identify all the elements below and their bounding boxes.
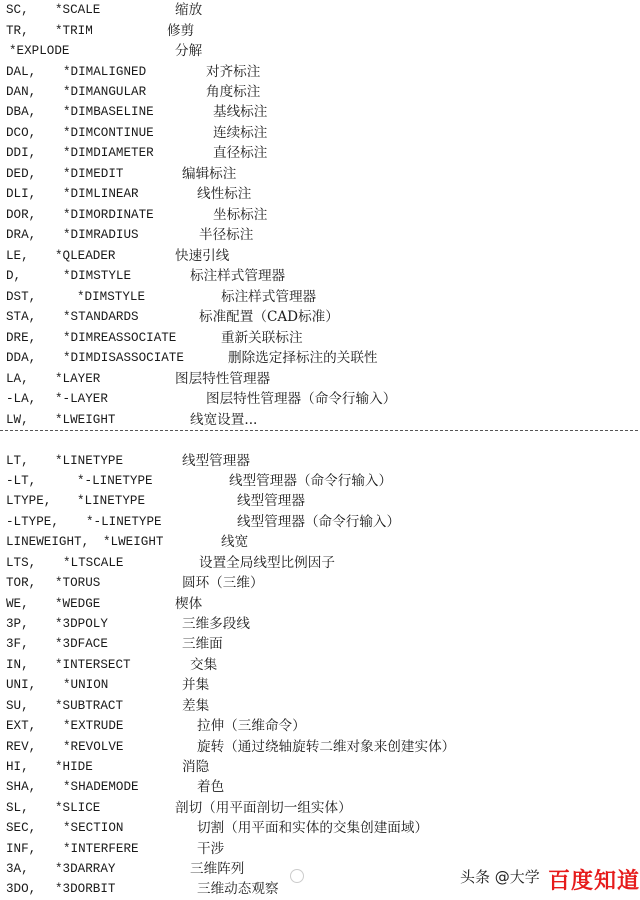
command-name: *TORUS xyxy=(55,576,101,590)
command-row xyxy=(0,225,640,245)
command-alias: DDA, xyxy=(6,351,37,365)
command-alias: TOR, xyxy=(6,576,37,590)
command-name: *-LAYER xyxy=(55,392,108,406)
command-description: 标注样式管理器 xyxy=(221,289,317,305)
command-alias: DED, xyxy=(6,167,37,181)
command-description: 缩放 xyxy=(175,2,203,18)
command-description: 线型管理器 xyxy=(182,453,250,469)
command-name: *REVOLVE xyxy=(63,740,124,754)
command-description: 线宽设置... xyxy=(190,412,258,428)
command-description: 标准配置（CAD标准） xyxy=(199,309,339,325)
command-alias: DBA, xyxy=(6,105,37,119)
command-name: *DIMRADIUS xyxy=(63,228,139,242)
command-row xyxy=(0,389,640,409)
command-row xyxy=(0,573,640,593)
command-alias: -LTYPE, xyxy=(6,515,59,529)
command-row xyxy=(0,21,640,41)
command-name: *SECTION xyxy=(63,821,124,835)
command-name: *DIMLINEAR xyxy=(63,187,139,201)
source-brand: 头条 @大学 xyxy=(460,868,540,886)
command-alias: DRE, xyxy=(6,331,37,345)
command-name: *DIMREASSOCIATE xyxy=(63,331,177,345)
command-row xyxy=(0,818,640,838)
command-row xyxy=(0,614,640,634)
command-alias: DAN, xyxy=(6,85,37,99)
command-name: *SCALE xyxy=(55,3,101,17)
command-name: *SHADEMODE xyxy=(63,780,139,794)
command-name: *UNION xyxy=(63,678,109,692)
command-row xyxy=(0,328,640,348)
command-alias: 3A, xyxy=(6,862,29,876)
command-alias: LT, xyxy=(6,454,29,468)
command-row xyxy=(0,143,640,163)
command-name: *EXPLODE xyxy=(9,44,70,58)
command-row xyxy=(0,123,640,143)
command-row xyxy=(0,410,640,430)
command-row xyxy=(0,62,640,82)
command-name: *3DORBIT xyxy=(55,882,116,896)
command-alias: -LA, xyxy=(6,392,37,406)
command-name: *3DFACE xyxy=(55,637,108,651)
command-description: 线性标注 xyxy=(197,186,252,202)
command-alias: DCO, xyxy=(6,126,37,140)
command-row xyxy=(0,675,640,695)
command-description: 拉伸（三维命令） xyxy=(197,718,306,734)
command-description: 线型管理器（命令行输入） xyxy=(229,473,393,489)
command-name: *DIMDIAMETER xyxy=(63,146,154,160)
command-row xyxy=(0,266,640,286)
command-alias: SEC, xyxy=(6,821,37,835)
command-alias: SL, xyxy=(6,801,29,815)
command-description: 三维动态观察 xyxy=(197,881,279,897)
section-divider xyxy=(0,430,638,431)
command-description: 角度标注 xyxy=(206,84,261,100)
command-row xyxy=(0,716,640,736)
command-alias: -LT, xyxy=(6,474,37,488)
command-alias: D, xyxy=(6,269,22,283)
command-name: *SUBTRACT xyxy=(55,699,124,713)
command-alias: DOR, xyxy=(6,208,37,222)
command-row xyxy=(0,879,640,899)
command-alias: TR, xyxy=(6,24,29,38)
command-row xyxy=(0,594,640,614)
command-alias: HI, xyxy=(6,760,29,774)
command-name: *QLEADER xyxy=(55,249,116,263)
command-description: 标注样式管理器 xyxy=(190,268,286,284)
command-description: 删除选定择标注的关联性 xyxy=(228,350,378,366)
command-alias: LTS, xyxy=(6,556,37,570)
command-description: 并集 xyxy=(182,677,210,693)
command-row xyxy=(0,451,640,471)
command-description: 三维面 xyxy=(182,636,223,652)
command-alias: SHA, xyxy=(6,780,37,794)
command-alias: DAL, xyxy=(6,65,37,79)
command-name: *DIMCONTINUE xyxy=(63,126,154,140)
command-row xyxy=(0,102,640,122)
command-alias: DDI, xyxy=(6,146,37,160)
command-name: *DIMBASELINE xyxy=(63,105,154,119)
command-name: *DIMDISASSOCIATE xyxy=(63,351,184,365)
command-name: *LINETYPE xyxy=(77,494,146,508)
command-name: *INTERFERE xyxy=(63,842,139,856)
command-alias: EXT, xyxy=(6,719,37,733)
command-description: 切割（用平面和实体的交集创建面域） xyxy=(197,820,429,836)
command-name: *LAYER xyxy=(55,372,101,386)
command-row xyxy=(0,471,640,491)
command-row xyxy=(0,491,640,511)
command-description: 基线标注 xyxy=(213,104,268,120)
command-description: 坐标标注 xyxy=(213,207,268,223)
command-name: *TRIM xyxy=(55,24,93,38)
command-alias: INF, xyxy=(6,842,37,856)
command-row xyxy=(0,205,640,225)
command-description: 对齐标注 xyxy=(206,64,261,80)
command-row xyxy=(0,82,640,102)
command-description: 分解 xyxy=(175,43,203,59)
command-name: *DIMANGULAR xyxy=(63,85,147,99)
command-alias: LE, xyxy=(6,249,29,263)
command-description: 交集 xyxy=(190,657,218,673)
command-description: 半径标注 xyxy=(199,227,254,243)
command-row xyxy=(0,798,640,818)
command-row xyxy=(0,737,640,757)
command-description: 设置全局线型比例因子 xyxy=(199,555,335,571)
command-name: *DIMSTYLE xyxy=(77,290,146,304)
command-description: 图层特性管理器（命令行输入） xyxy=(206,391,397,407)
watermark xyxy=(290,868,308,884)
command-name: *INTERSECT xyxy=(55,658,131,672)
command-description: 楔体 xyxy=(175,596,203,612)
command-alias: 3DO, xyxy=(6,882,37,896)
command-alias: WE, xyxy=(6,597,29,611)
command-alias: IN, xyxy=(6,658,29,672)
command-row xyxy=(0,369,640,389)
command-description: 剖切（用平面剖切一组实体） xyxy=(175,800,352,816)
command-description: 干涉 xyxy=(197,841,225,857)
command-description: 三维阵列 xyxy=(190,861,245,877)
command-alias: LTYPE, xyxy=(6,494,52,508)
command-name: *SLICE xyxy=(55,801,101,815)
command-alias: DST, xyxy=(6,290,37,304)
command-description: 消隐 xyxy=(182,759,210,775)
command-description: 连续标注 xyxy=(213,125,268,141)
command-description: 线型管理器（命令行输入） xyxy=(237,514,401,530)
command-name: *DIMSTYLE xyxy=(63,269,132,283)
command-row xyxy=(0,839,640,859)
command-description: 着色 xyxy=(197,779,225,795)
baidu-zhidao-logo: 百度知道 xyxy=(548,869,640,894)
command-name: *-LINETYPE xyxy=(77,474,153,488)
command-alias: 3F, xyxy=(6,637,29,651)
command-description: 三维多段线 xyxy=(182,616,250,632)
command-alias: SU, xyxy=(6,699,29,713)
command-description: 图层特性管理器 xyxy=(175,371,271,387)
command-row xyxy=(0,164,640,184)
command-alias: STA, xyxy=(6,310,37,324)
command-alias: 3P, xyxy=(6,617,29,631)
command-row xyxy=(0,634,640,654)
command-name: *3DPOLY xyxy=(55,617,108,631)
watermark-icon xyxy=(290,869,304,883)
command-row xyxy=(0,184,640,204)
command-alias: REV, xyxy=(6,740,37,754)
command-name: *3DARRAY xyxy=(55,862,116,876)
command-alias: SC, xyxy=(6,3,29,17)
command-description: 重新关联标注 xyxy=(221,330,303,346)
command-row xyxy=(0,777,640,797)
command-name: *DIMEDIT xyxy=(63,167,124,181)
command-name: *HIDE xyxy=(55,760,93,774)
command-alias: LW, xyxy=(6,413,29,427)
command-row xyxy=(0,859,640,879)
command-row xyxy=(0,655,640,675)
command-row xyxy=(0,532,640,552)
command-row xyxy=(0,757,640,777)
command-row xyxy=(0,348,640,368)
command-row xyxy=(0,287,640,307)
command-alias: DRA, xyxy=(6,228,37,242)
command-name: *DIMORDINATE xyxy=(63,208,154,222)
command-alias: LA, xyxy=(6,372,29,386)
command-row xyxy=(0,307,640,327)
command-name: *LWEIGHT xyxy=(55,413,116,427)
command-description: 圆环（三维） xyxy=(182,575,264,591)
command-name: *-LINETYPE xyxy=(86,515,162,529)
command-name: *STANDARDS xyxy=(63,310,139,324)
command-name: *WEDGE xyxy=(55,597,101,611)
command-alias: UNI, xyxy=(6,678,37,692)
command-description: 差集 xyxy=(182,698,210,714)
command-row xyxy=(0,696,640,716)
command-name: *LWEIGHT xyxy=(103,535,164,549)
command-name: *LTSCALE xyxy=(63,556,124,570)
command-description: 修剪 xyxy=(167,23,195,39)
command-description: 编辑标注 xyxy=(182,166,237,182)
command-description: 快速引线 xyxy=(175,248,230,264)
command-description: 旋转（通过绕轴旋转二维对象来创建实体） xyxy=(197,739,456,755)
command-row xyxy=(0,512,640,532)
command-row xyxy=(0,246,640,266)
command-description: 线型管理器 xyxy=(237,493,305,509)
command-row xyxy=(0,0,640,20)
command-row xyxy=(0,41,640,61)
command-row xyxy=(0,553,640,573)
command-alias: DLI, xyxy=(6,187,37,201)
command-alias: LINEWEIGHT, xyxy=(6,535,90,549)
command-name: *LINETYPE xyxy=(55,454,124,468)
command-name: *DIMALIGNED xyxy=(63,65,147,79)
command-name: *EXTRUDE xyxy=(63,719,124,733)
command-description: 直径标注 xyxy=(213,145,268,161)
command-description: 线宽 xyxy=(221,534,249,550)
